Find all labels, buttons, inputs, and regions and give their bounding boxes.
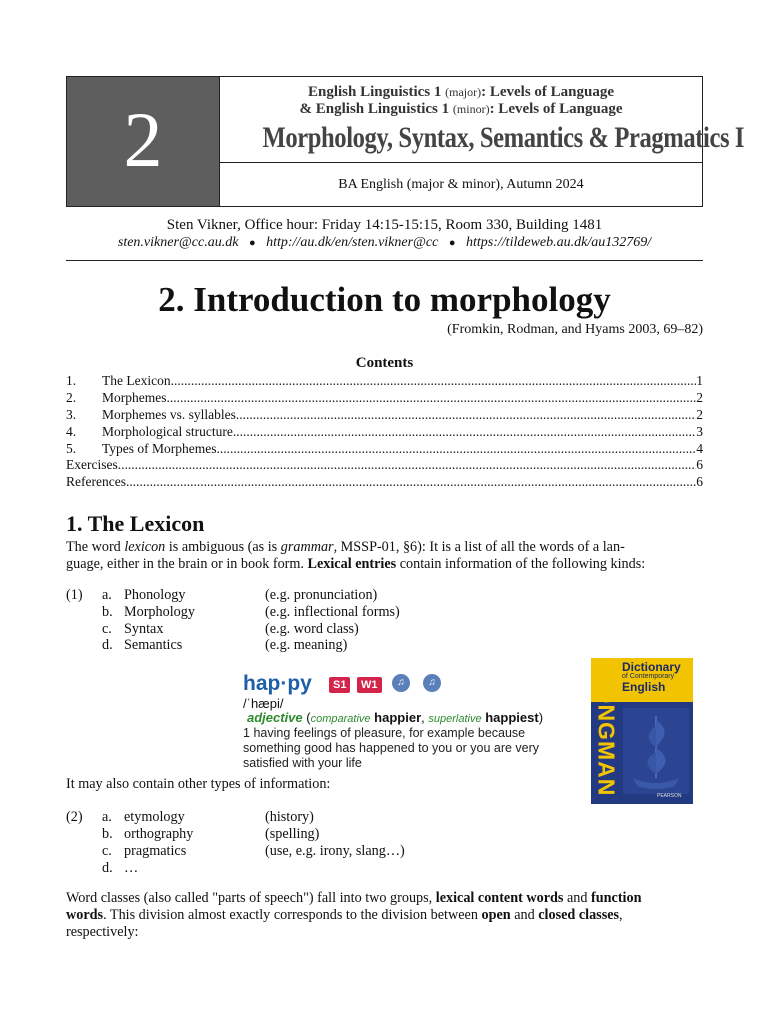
text: contain information of the following kinds: bbox=[396, 556, 646, 572]
comparative-form: happier bbox=[374, 710, 422, 725]
toc-page-number: 2 bbox=[696, 407, 703, 422]
toc-label: Morphological structure bbox=[102, 424, 233, 439]
author-profile-link[interactable]: http://au.dk/en/sten.vikner@cc bbox=[266, 235, 439, 250]
toc-leader-dots bbox=[171, 372, 697, 389]
text: The word bbox=[66, 539, 125, 555]
toc-number: 2. bbox=[66, 390, 77, 405]
text: . This division almost exactly corresponds to the division between bbox=[103, 907, 482, 923]
frequency-badge-spoken: S1 bbox=[329, 677, 350, 693]
dictionary-entry-image bbox=[243, 672, 573, 772]
toc-entry[interactable] bbox=[66, 456, 703, 473]
section-heading: 1. The Lexicon bbox=[66, 511, 205, 536]
header-box bbox=[66, 76, 745, 207]
definition-text: having feelings of pleasure, for example because something good has happened to you or you are very satisfied with your life bbox=[243, 726, 540, 770]
toc-leader-dots bbox=[118, 456, 697, 473]
book-title bbox=[622, 661, 692, 693]
frequency-badge-written: W1 bbox=[357, 677, 382, 693]
header-subtitle: BA English (major & minor), Autumn 2024 bbox=[338, 177, 584, 192]
toc-leader-dots bbox=[233, 423, 696, 440]
bullet-separator: ● bbox=[448, 237, 456, 249]
italic-term: grammar bbox=[280, 539, 334, 555]
toc-leader-dots bbox=[217, 440, 697, 457]
toc-entry[interactable] bbox=[66, 473, 703, 490]
toc-label: Morphemes vs. syllables bbox=[102, 407, 236, 422]
toc-entry[interactable] bbox=[66, 423, 703, 440]
toc-leader-dots bbox=[236, 406, 696, 423]
example-gloss: (e.g. word class) bbox=[265, 621, 359, 637]
toc-entry[interactable] bbox=[66, 440, 703, 457]
toc-page-number: 2 bbox=[696, 390, 703, 405]
toc-number: 3. bbox=[66, 407, 77, 422]
toc-number: 4. bbox=[66, 424, 77, 439]
course-line-major bbox=[219, 84, 703, 101]
bold-term: lexical content words bbox=[435, 890, 564, 906]
header-divider bbox=[219, 162, 703, 163]
dictionary-headword: hap·py bbox=[243, 672, 312, 695]
comparative-label: comparative bbox=[310, 713, 371, 725]
dictionary-definition bbox=[243, 726, 563, 771]
book-title-line: English bbox=[622, 680, 666, 694]
example-number: (2) bbox=[66, 809, 83, 825]
book-title-line: of Contemporary bbox=[622, 673, 675, 680]
paragraph-word-classes bbox=[66, 890, 703, 941]
course-topic: : Levels of Language bbox=[489, 101, 623, 117]
toc-label: The Lexicon bbox=[102, 373, 171, 388]
example-term: pragmatics bbox=[124, 843, 187, 859]
example-letter: a. bbox=[102, 587, 112, 603]
example-letter: d. bbox=[102, 637, 113, 653]
toc-entry[interactable] bbox=[66, 406, 703, 423]
example-gloss: (e.g. inflectional forms) bbox=[265, 604, 400, 620]
italic-term: lexicon bbox=[124, 539, 166, 555]
superlative-label: superlative bbox=[428, 713, 482, 725]
example-gloss: (use, e.g. irony, slang…) bbox=[265, 843, 405, 859]
example-term: Semantics bbox=[124, 637, 183, 653]
pos-label: adjective bbox=[247, 710, 303, 725]
toc-label: Morphemes bbox=[102, 390, 167, 405]
toc-number: 5. bbox=[66, 441, 77, 456]
chapter-number-block bbox=[67, 77, 220, 206]
text: is ambiguous (as is bbox=[165, 539, 281, 555]
text: respectively: bbox=[66, 924, 139, 940]
toc-leader-dots bbox=[167, 389, 697, 406]
speaker-icon[interactable]: ♫ bbox=[423, 674, 441, 692]
example-gloss: (e.g. pronunciation) bbox=[265, 587, 378, 603]
example-number: (1) bbox=[66, 587, 83, 603]
bold-term: open bbox=[481, 907, 511, 923]
toc-entry[interactable] bbox=[66, 389, 703, 406]
example-term: Phonology bbox=[124, 587, 186, 603]
example-term: … bbox=[124, 860, 139, 876]
book-title-line: Dictionary bbox=[622, 660, 681, 674]
course-line-minor bbox=[219, 101, 703, 118]
book-brand: LONGMAN bbox=[593, 670, 620, 797]
course-level-tag: (minor) bbox=[452, 102, 490, 116]
example-letter: c. bbox=[102, 621, 112, 637]
example-letter: b. bbox=[102, 604, 113, 620]
example-letter: d. bbox=[102, 860, 113, 876]
document-title: 2. Introduction to morphology bbox=[158, 280, 611, 319]
example-term: etymology bbox=[124, 809, 185, 825]
chapter-number: 2 bbox=[123, 96, 163, 183]
course-level-tag: (major) bbox=[445, 85, 482, 99]
contact-line bbox=[66, 235, 703, 251]
example-term: Syntax bbox=[124, 621, 164, 637]
toc-page-number: 3 bbox=[696, 424, 703, 439]
example-gloss: (spelling) bbox=[265, 826, 320, 842]
course-topic: : Levels of Language bbox=[481, 84, 615, 100]
bold-term: function bbox=[591, 890, 642, 906]
example-letter: b. bbox=[102, 826, 113, 842]
horizontal-rule bbox=[66, 260, 703, 261]
sense-number: 1 bbox=[243, 726, 250, 740]
text: guage, either in the brain or in book form. bbox=[66, 556, 308, 572]
toc-page-number: 4 bbox=[696, 441, 703, 456]
example-letter: a. bbox=[102, 809, 112, 825]
citation: (Fromkin, Rodman, and Hyams 2003, 69–82) bbox=[447, 322, 703, 337]
contents-heading: Contents bbox=[355, 355, 414, 371]
example-letter: c. bbox=[102, 843, 112, 859]
text: Word classes (also called "parts of speech") fall into two groups, bbox=[66, 890, 436, 906]
example-gloss: (e.g. meaning) bbox=[265, 637, 348, 653]
dictionary-part-of-speech: adjective (comparative happier, superlative happiest) bbox=[247, 710, 544, 725]
toc-label: Types of Morphemes bbox=[102, 441, 217, 456]
author-website-link[interactable]: https://tildeweb.au.dk/au132769/ bbox=[466, 235, 652, 250]
example-gloss: (history) bbox=[265, 809, 314, 825]
course-name: & English Linguistics 1 bbox=[299, 101, 453, 117]
superlative-form: happiest bbox=[485, 710, 539, 725]
example-term: orthography bbox=[124, 826, 194, 842]
author-line: Sten Vikner, Office hour: Friday 14:15-15:15, Room 330, Building 1481 bbox=[166, 217, 603, 233]
speaker-icon[interactable]: ♫ bbox=[392, 674, 410, 692]
course-name: English Linguistics 1 bbox=[307, 84, 446, 100]
toc-page-number: 6 bbox=[696, 457, 703, 472]
toc-label: Exercises bbox=[66, 457, 118, 472]
bold-term: words bbox=[66, 907, 104, 923]
text: and bbox=[563, 890, 592, 906]
bullet-separator: ● bbox=[248, 237, 256, 249]
example-term: Morphology bbox=[124, 604, 195, 620]
dictionary-pronunciation: /ˈhæpi/ bbox=[243, 696, 284, 711]
toc-leader-dots bbox=[126, 473, 696, 490]
toc-entry[interactable] bbox=[66, 372, 703, 389]
book-publisher: PEARSON bbox=[657, 793, 682, 799]
text: and bbox=[510, 907, 539, 923]
toc-page-number: 1 bbox=[696, 373, 703, 388]
header-title: Morphology, Syntax, Semantics & Pragmatics I bbox=[262, 121, 745, 154]
text: , bbox=[619, 907, 623, 923]
paragraph-lexicon-intro bbox=[66, 539, 703, 573]
toc-number: 1. bbox=[66, 373, 77, 388]
paragraph-other-info: It may also contain other types of information: bbox=[66, 776, 331, 792]
text: , MSSP-01, §6): It is a list of all the words of a lan- bbox=[333, 539, 625, 555]
bold-term: closed classes bbox=[538, 907, 620, 923]
author-email-link[interactable]: sten.vikner@cc.au.dk bbox=[117, 235, 239, 250]
toc-label: References bbox=[66, 474, 126, 489]
toc-page-number: 6 bbox=[696, 474, 703, 489]
bold-term: Lexical entries bbox=[307, 556, 397, 572]
